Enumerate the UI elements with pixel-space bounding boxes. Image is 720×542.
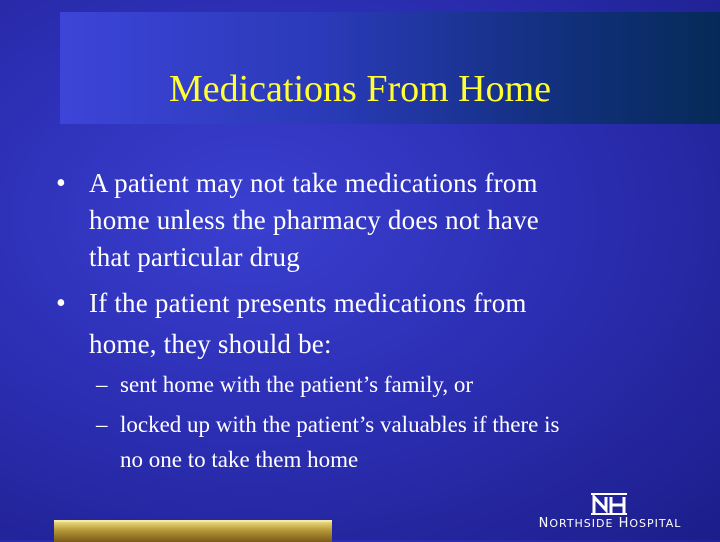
- sub-bullet-text-line: sent home with the patient’s family, or: [120, 372, 474, 397]
- logo-second-initial: H: [618, 516, 630, 531]
- bullet-text-line: that particular drug: [89, 242, 300, 272]
- bullet-text-line: home unless the pharmacy does not have: [89, 205, 539, 235]
- sub-bullet-text-line: locked up with the patient’s valuables if there is: [120, 412, 560, 437]
- bullet-marker: •: [56, 288, 66, 319]
- logo-first-initial: N: [538, 516, 550, 531]
- logo-wordmark: [512, 516, 708, 531]
- northside-hospital-logo-icon: [590, 492, 628, 516]
- sub-bullet-text-line: no one to take them home: [120, 447, 359, 472]
- gold-accent-bar: [54, 520, 332, 542]
- bullet-marker: •: [56, 168, 66, 199]
- sub-bullet-marker: –: [96, 372, 108, 397]
- bullet-text-line: home, they should be:: [89, 329, 332, 359]
- slide-title: Medications From Home: [168, 68, 552, 110]
- logo-second-rest: OSPITAL: [629, 517, 682, 530]
- northside-hospital-logo: [512, 492, 708, 536]
- bullet-text-line: If the patient presents medications from: [89, 288, 527, 318]
- bullet-text-line: A patient may not take medications from: [89, 168, 538, 198]
- logo-first-rest: ORTHSIDE: [549, 517, 614, 530]
- sub-bullet-marker: –: [96, 412, 108, 437]
